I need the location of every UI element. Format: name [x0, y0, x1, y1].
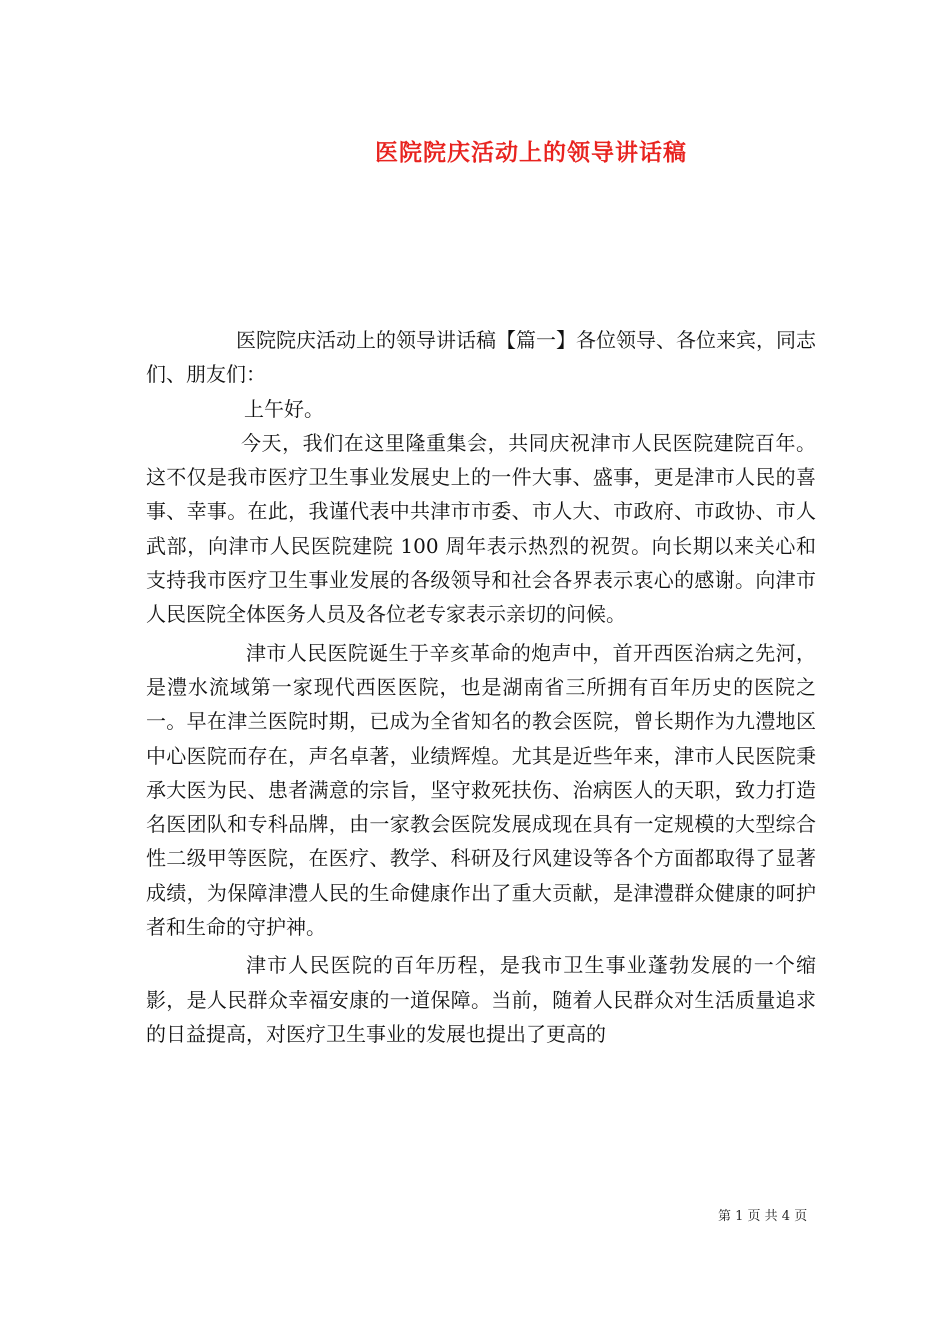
paragraph-development: 津市人民医院的百年历程，是我市卫生事业蓬勃发展的一个缩影，是人民群众幸福安康的一道保障。当前，随着人民群众对生活质量追求的日益提高，对医疗卫生事业的发展也提出了更高的 — [146, 953, 816, 1046]
paragraph-history: 津市人民医院诞生于辛亥革命的炮声中，首开西医治病之先河，是澧水流域第一家现代西医医院，也是湖南省三所拥有百年历史的医院之一。早在津兰医院时期，已成为全省知名的教会医院，曾长期作为九澧地区中心医院而存在，声名卓著，业绩辉煌。尤其是近些年来，津市人民医院秉承大医为民、患者满意的宗旨，坚守救死扶伤、治病医人的天职，致力打造名医团队和专科品牌，由一家教会医院发展成现在具有一定规模的大型综合性二级甲等医院，在医疗、教学、科研及行风建设等各个方面都取得了显著成绩，为保障津澧人民的生命健康作出了重大贡献，是津澧群众健康的呵护者和生命的守护神。 — [146, 640, 816, 940]
paragraph-celebration: 今天，我们在这里隆重集会，共同庆祝津市人民医院建院百年。这不仅是我市医疗卫生事业发展史上的一件大事、盛事，更是津市人民的喜事、幸事。在此，我谨代表中共津市市委、市人大、市政府、市政协、市人武部，向津市人民医院建院 100 周年表示热烈的祝贺。向长期以来关心和支持我市医疗卫生事业发展的各级领导和社会各界表示衷心的感谢。向津市人民医院全体医务人员及各位老专家表示亲切的问候。 — [146, 430, 816, 627]
paragraph-intro: 医院院庆活动上的领导讲话稿【篇一】各位领导、各位来宾，同志们、朋友们： — [146, 328, 816, 387]
document-body — [146, 323, 816, 1051]
document-title: 医院院庆活动上的领导讲话稿 — [375, 139, 687, 166]
page-number: 第 1 页 共 4 页 — [718, 1209, 808, 1224]
paragraph-greeting: 上午好。 — [244, 396, 324, 421]
